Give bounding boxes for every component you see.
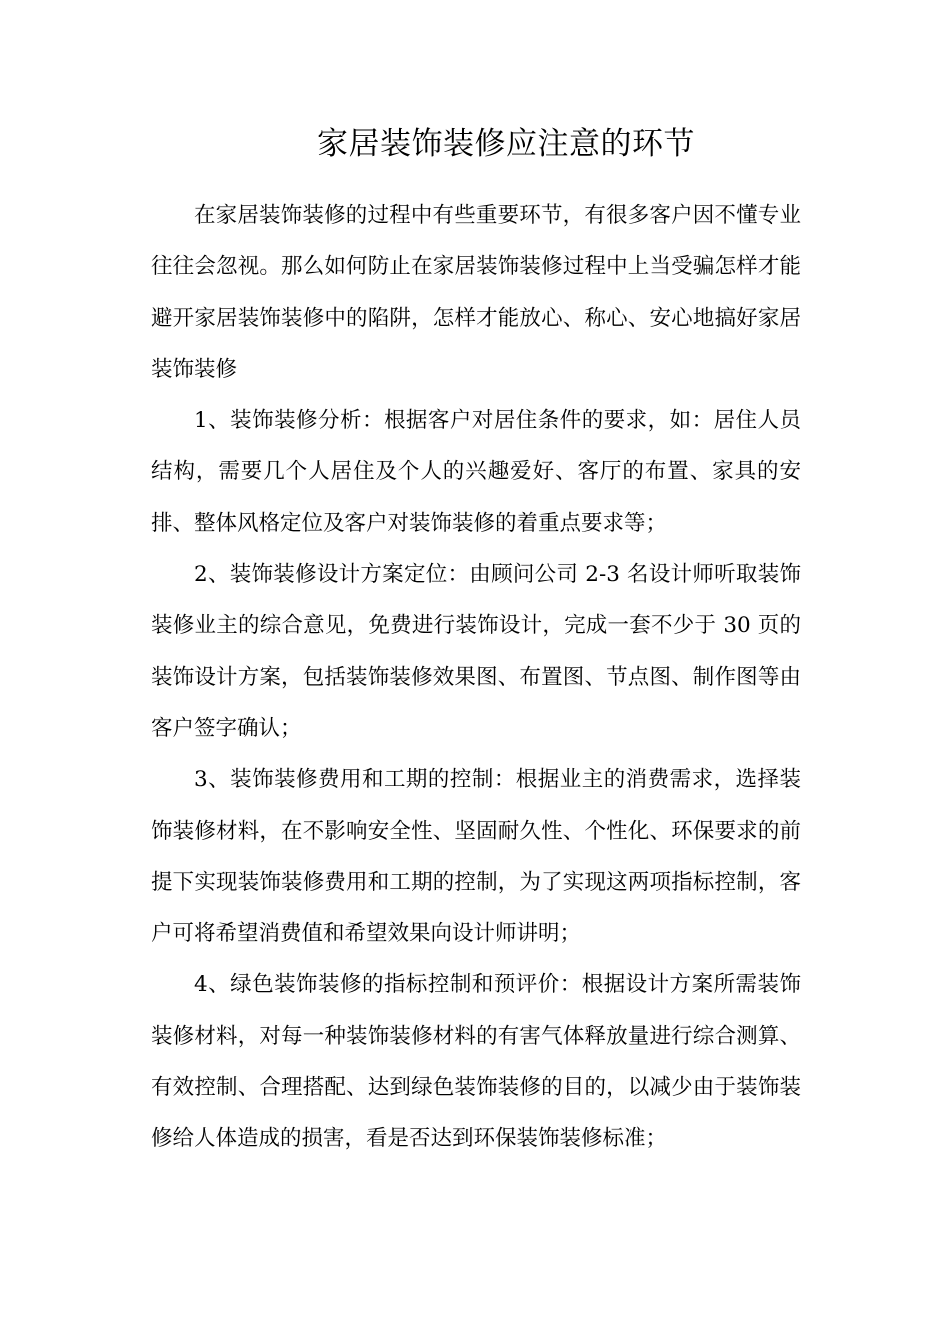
document-body — [151, 190, 801, 1165]
paragraph-item-2: 2、装饰装修设计方案定位：由顾问公司 2-3 名设计师听取装饰装修业主的综合意见，免费进行装饰设计，完成一套不少于 30 页的装饰设计方案，包括装饰装修效果图、布置图、节点图、制作图等由客户签字确认； — [151, 562, 801, 741]
paragraph-item-3: 3、装饰装修费用和工期的控制：根据业主的消费需求，选择装饰装修材料，在不影响安全性、坚固耐久性、个性化、环保要求的前提下实现装饰装修费用和工期的控制，为了实现这两项指标控制，客户可将希望消费值和希望效果向设计师讲明； — [151, 767, 801, 947]
document-title: 家居装饰装修应注意的环节 — [317, 126, 695, 162]
paragraph-item-4: 4、绿色装饰装修的指标控制和预评价：根据设计方案所需装饰装修材料，对每一种装饰装修材料的有害气体释放量进行综合测算、有效控制、合理搭配、达到绿色装饰装修的目的，以减少由于装饰装修给人体造成的损害，看是否达到环保装饰装修标准； — [151, 972, 801, 1152]
paragraph-item-1: 1、装饰装修分析：根据客户对居住条件的要求，如：居住人员结构，需要几个人居住及个人的兴趣爱好、客厅的布置、家具的安排、整体风格定位及客户对装饰装修的着重点要求等； — [151, 408, 801, 536]
intro-paragraph: 在家居装饰装修的过程中有些重要环节，有很多客户因不懂专业往往会忽视。那么如何防止在家居装饰装修过程中上当受骗怎样才能避开家居装饰装修中的陷阱，怎样才能放心、称心、安心地搞好家居装饰装修 — [151, 203, 801, 382]
